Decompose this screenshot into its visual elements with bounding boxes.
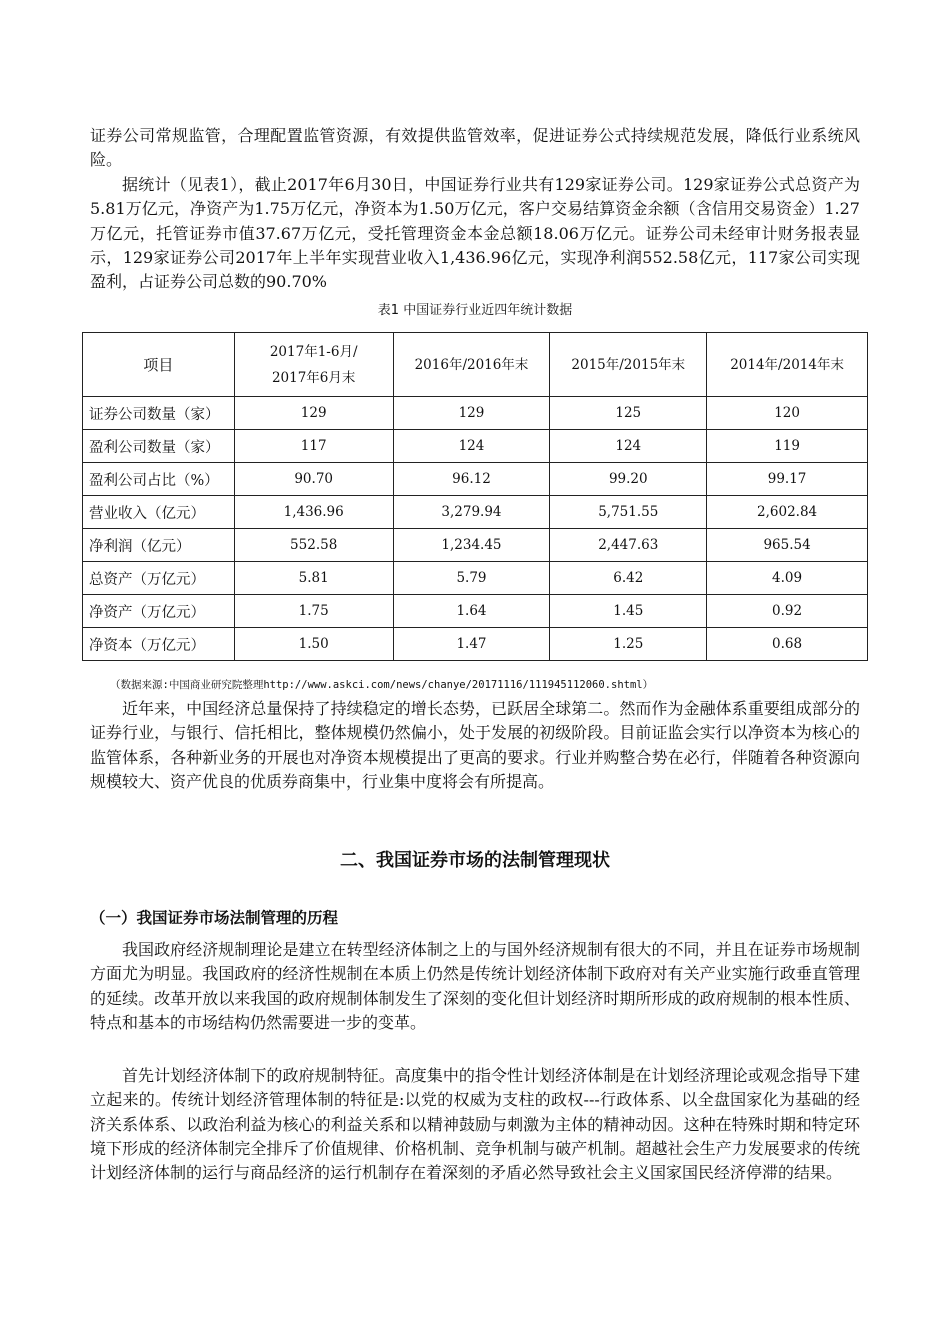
cell: 1.50	[234, 628, 393, 661]
row-label: 营业收入（亿元）	[83, 496, 235, 529]
cell: 120	[707, 397, 868, 430]
cell: 0.68	[707, 628, 868, 661]
row-label: 盈利公司数量（家）	[83, 430, 235, 463]
table-row	[83, 463, 868, 496]
header-item: 项目	[83, 333, 235, 397]
cell: 125	[550, 397, 707, 430]
cell: 99.17	[707, 463, 868, 496]
table-row	[83, 496, 868, 529]
cell: 90.70	[234, 463, 393, 496]
cell: 2,602.84	[707, 496, 868, 529]
cell: 4.09	[707, 562, 868, 595]
row-label: 净资产（万亿元）	[83, 595, 235, 628]
table-row	[83, 430, 868, 463]
cell: 1.45	[550, 595, 707, 628]
row-label: 净资本（万亿元）	[83, 628, 235, 661]
table-header-row	[83, 333, 868, 397]
statistics-table	[82, 332, 868, 661]
data-source-note: （数据来源:中国商业研究院整理http://www.askci.com/news/chanye/20171116/111945112060.shtml）	[110, 679, 654, 691]
row-label: 盈利公司占比（%）	[83, 463, 235, 496]
header-2016: 2016年/2016年末	[393, 333, 550, 397]
cell: 0.92	[707, 595, 868, 628]
table-row	[83, 562, 868, 595]
cell: 129	[393, 397, 550, 430]
table-row	[83, 595, 868, 628]
table-row	[83, 628, 868, 661]
cell: 99.20	[550, 463, 707, 496]
paragraph-industry-outlook: 近年来，中国经济总量保持了持续稳定的增长态势，已跃居全球第二。然而作为金融体系重要组成部分的证券行业，与银行、信托相比，整体规模仍然偏小，处于发展的初级阶段。目前证监会实行以净资本为核心的监管体系，各种新业务的开展也对净资本规模提出了更高的要求。行业并购整合势在必行，伴随着各种资源向规模较大、资产优良的优质券商集中，行业集中度将会有所提高。	[90, 699, 860, 791]
cell: 552.58	[234, 529, 393, 562]
header-2017	[234, 333, 393, 397]
table-row	[83, 529, 868, 562]
row-label: 证券公司数量（家）	[83, 397, 235, 430]
header-2014: 2014年/2014年末	[707, 333, 868, 397]
cell: 129	[234, 397, 393, 430]
section-title: 二、我国证券市场的法制管理现状	[340, 850, 610, 871]
row-label: 净利润（亿元）	[83, 529, 235, 562]
cell: 2,447.63	[550, 529, 707, 562]
cell: 1,436.96	[234, 496, 393, 529]
header-2015: 2015年/2015年末	[550, 333, 707, 397]
cell: 1.75	[234, 595, 393, 628]
cell: 1,234.45	[393, 529, 550, 562]
cell: 119	[707, 430, 868, 463]
cell: 1.47	[393, 628, 550, 661]
cell: 117	[234, 430, 393, 463]
cell: 6.42	[550, 562, 707, 595]
paragraph-planned-economy: 首先计划经济体制下的政府规制特征。高度集中的指令性计划经济体制是在计划经济理论或观念指导下建立起来的。传统计划经济管理体制的特征是:以党的权威为支柱的政权---行政体系、以全盘国家化为基础的经济关系体系、以政治利益为核心的利益关系和以精神鼓励与刺激为主体的精神动因。这种在特殊时期和特定环境下形成的经济体制完全排斥了价值规律、价格机制、竞争机制与破产机制。超越社会生产力发展要求的传统计划经济体制的运行与商品经济的运行机制存在着深刻的矛盾必然导致社会主义国家国民经济停滞的结果。	[90, 1066, 860, 1183]
cell: 3,279.94	[393, 496, 550, 529]
header-2017-line2: 2017年6月末	[271, 369, 356, 386]
cell: 1.25	[550, 628, 707, 661]
row-label: 总资产（万亿元）	[83, 562, 235, 595]
cell: 124	[550, 430, 707, 463]
cell: 5.81	[234, 562, 393, 595]
header-2017-line1: 2017年1-6月/	[269, 343, 358, 360]
cell: 1.64	[393, 595, 550, 628]
table-caption: 表1 中国证券行业近四年统计数据	[377, 303, 573, 318]
table-row	[83, 397, 868, 430]
subsection-title: （一）我国证券市场法制管理的历程	[90, 909, 339, 927]
paragraph-regulation-history: 我国政府经济规制理论是建立在转型经济体制之上的与国外经济规制有很大的不同，并且在证券市场规制方面尤为明显。我国政府的经济性规制在本质上仍然是传统计划经济体制下政府对有关产业实施行政垂直管理的延续。改革开放以来我国的政府规制体制发生了深刻的变化但计划经济时期所形成的政府规制的根本性质、特点和基本的市场结构仍然需要进一步的变革。	[90, 940, 860, 1032]
paragraph-statistics: 据统计（见表1），截止2017年6月30日，中国证券行业共有129家证券公司。129家证券公式总资产为5.81万亿元，净资产为1.75万亿元，净资本为1.50万亿元，客户交易结算资金余额（含信用交易资金）1.27万亿元，托管证券市值37.67万亿元，受托管理资金本金总额18.06万亿元。证券公司未经审计财务报表显示，129家证券公司2017年上半年实现营业收入1,436.96亿元，实现净利润552.58亿元，117家公司实现盈利，占证券公司总数的90.70%	[90, 175, 860, 292]
cell: 965.54	[707, 529, 868, 562]
paragraph-intro-continuation: 证券公司常规监管，合理配置监管资源，有效提供监管效率，促进证券公式持续规范发展，降低行业系统风险。	[90, 126, 860, 170]
cell: 124	[393, 430, 550, 463]
cell: 5.79	[393, 562, 550, 595]
cell: 96.12	[393, 463, 550, 496]
cell: 5,751.55	[550, 496, 707, 529]
